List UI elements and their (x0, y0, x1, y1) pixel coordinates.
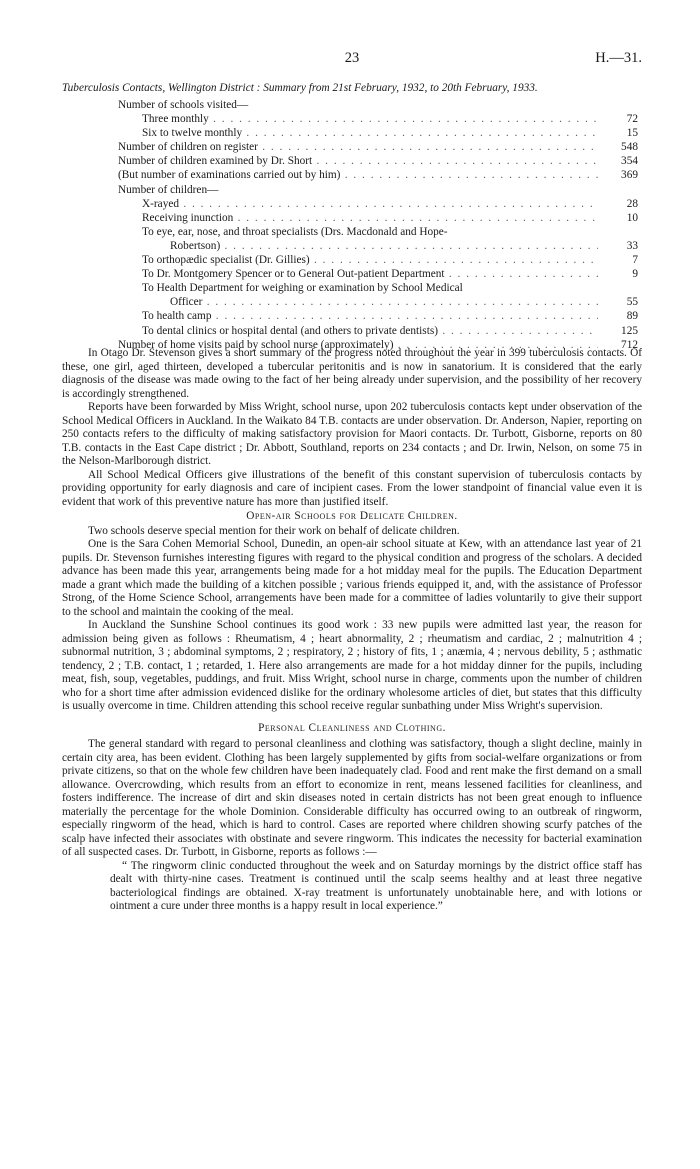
paragraph-reports: Reports have been forwarded by Miss Wright, school nurse, upon 202 tuberculosis contacts kept under observation of the School Medical Officers in Auckland. In the Waikato 84 T.B. contacts are under observation. Dr. Anderson, Napier, reporting on 250 contacts refers to the difficulty of making satisfactory provision for Maori contacts. Dr. Turbott, Gisborne, reports on 80 T.B. contacts in the East Cape district ; Dr. Abbott, Southland, reports on 234 contacts ; and Dr. Irwin, Nelson, on some 75 in the Nelson-Marlborough district. (62, 401, 642, 467)
stat-label: Number of children examined by Dr. Short . . . (118, 154, 598, 168)
stat-row (118, 281, 638, 295)
stat-value: 28 (626, 197, 638, 210)
stat-label: Number of home visits paid by school nurse (approximately) . . . (118, 338, 598, 352)
paragraph-school-medical-officers: All School Medical Officers give illustrations of the benefit of this constant supervision of tuberculosis contacts by providing opportunity for early diagnosis and care of incipient cases. From the lower standpoint of financial value even it is evident that work of this preventive nature has more than justified itself. (62, 468, 642, 508)
stat-row (118, 183, 638, 197)
quote-ringworm-clinic: “ The ringworm clinic conducted throughout the week and on Saturday mornings by the district office staff has dealt with thirty-nine cases. Treatment is continued until the scalp seems healthy and at least three negative bacteriological findings are obtained. X-ray treatment is unfortunately unobtainable here, and with lotions or ointment a cure under three months is a happy result in local experience.” (110, 859, 642, 912)
stat-label: To Dr. Montgomery Spencer or to General Out-patient Department . . . (118, 267, 598, 281)
stat-value: 369 (621, 169, 638, 182)
stat-label: Receiving inunction . . . (118, 211, 598, 225)
stat-label: Officer . . . (118, 295, 598, 309)
stat-label: To health camp . . . (118, 309, 598, 323)
stat-label: To Health Department for weighing or examination by School Medical (142, 282, 463, 295)
stat-label: Number of children on register . . . (118, 140, 598, 154)
stat-value: 10 (626, 211, 638, 224)
stat-value: 354 (621, 155, 638, 168)
stat-row (118, 239, 638, 253)
heading-personal-cleanliness: Personal Cleanliness and Clothing. (258, 721, 446, 734)
stat-label: Three monthly . . . (118, 112, 598, 126)
stat-row (118, 211, 638, 225)
stat-row (118, 267, 638, 281)
paragraph-two-schools: Two schools deserve special mention for their work on behalf of delicate children. (88, 524, 460, 537)
stat-row (118, 112, 638, 126)
stat-value: 712 (621, 338, 638, 351)
body-text (62, 347, 642, 914)
stat-value: 72 (626, 113, 638, 126)
stat-label: Six to twelve monthly . . . (118, 126, 598, 140)
stat-value: 89 (626, 310, 638, 323)
stat-row (118, 309, 638, 323)
stat-label: To dental clinics or hospital dental (and others to private dentists) . . . (118, 324, 598, 338)
stat-label: Number of schools visited— (118, 99, 249, 111)
stat-value: 55 (626, 296, 638, 309)
paragraph-general-standard: The general standard with regard to personal cleanliness and clothing was satisfactory, though a slight decline, mainly in certain city area, has been evident. Clothing has been largely supplemented by gifts from social-welfare organizations or from private citizens, so that on the whole few children have been inadequately clad. Food and rent make the first demand on a small allowance. Overcrowding, which results from an effort to economize in rent, means lessened facilities for cleanliness, and fosters indifference. The increase of dirt and skin diseases noted in certain districts has not been great enough to influence materially the percentage for the whole Dominion. Considerable difficulty has occurred owing to an outbreak of ringworm, especially ringworm of the head, which is hard to control. Cases are reported where children showing scurfy patches of the scalp have infected their associates with obstinate and severe ringworm. This indicates the necessity for bacterial examination of all suspected cases. Dr. Turbott, in Gisborne, reports as follows :— (62, 738, 642, 858)
summary-title: Tuberculosis Contacts, Wellington District : Summary from 21st February, 1932, to 20th February, 1933. (62, 82, 538, 94)
stat-label: Robertson) . . . (118, 239, 598, 253)
page-header (62, 50, 642, 70)
stat-row (118, 324, 638, 338)
stat-value: 7 (632, 254, 638, 267)
stat-value: 548 (621, 141, 638, 154)
stat-row (118, 295, 638, 309)
paragraph-otago: In Otago Dr. Stevenson gives a short summary of the progress noted throughout the year in 399 tuberculosis contacts. Of these, one girl, aged thirteen, developed a tubercular peritonitis and is now in sanatorium. It is considered that the early diagnosis of the disease was made owing to the fact of her being already under supervision, and the possibility of her recovery is accordingly strengthened. (62, 347, 642, 400)
stat-row (118, 140, 638, 154)
heading-open-air-schools: Open-air Schools for Delicate Children. (246, 510, 458, 522)
paragraph-sunshine-school: In Auckland the Sunshine School continues its good work : 33 new pupils were admitted last year, the reason for admission being given as follows : Rheumatism, 4 ; heart abnormality, 2 ; rheumatism and cardiac, 2 ; malnutrition 4 ; subnormal nutrition, 3 ; abdominal symptoms, 2 ; respiratory, 2 ; history of fits, 1 ; anæmia, 4 ; nervous debility, 5 ; asthmatic tendency, 2 ; T.B. contact, 1 ; retarded, 1. Here also arrangements are made for a hot midday dinner for the pupils, including meat, fish, soup, vegetables, puddings, and fruit. Miss Wright, school nurse in charge, comments upon the number of children who for a short time after admission evidenced dislike for the ordinary wholesome articles of diet, but states that this difficulty is usually overcome in time. Children attending this school receive regular sunbathing under Miss Wright's supervision. (62, 619, 642, 712)
stat-label: X-rayed . . . (118, 197, 598, 211)
paragraph-sara-cohen-school: One is the Sara Cohen Memorial School, Dunedin, an open-air school situate at Kew, with an attendance last year of 21 pupils. Dr. Stevenson furnishes interesting figures with regard to the physical condition and progress of the scholars. A decided advance has been made this year, arrangements being made for a hot midday meal for the pupils. The Education Department made a grant which made the building of a kitchen possible ; various friends equipped it, and, with the assistance of Professor Strong, of the Home Science School, arrangements have been made for a committee of ladies voluntarily to give their support to the school and maintain the cooking of the meal. (62, 538, 642, 618)
stat-label: Number of children— (118, 183, 219, 196)
stat-row (118, 154, 638, 168)
stat-row (118, 126, 638, 140)
stat-row (118, 253, 638, 267)
document-reference: H.—31. (595, 50, 642, 66)
stat-value: 33 (626, 239, 638, 252)
stat-value: 15 (626, 127, 638, 140)
summary-stats-list (118, 98, 638, 352)
stat-label: To orthopædic specialist (Dr. Gillies) . . . (118, 253, 598, 267)
stat-row (118, 98, 638, 112)
stat-value: 9 (632, 268, 638, 281)
stat-label: (But number of examinations carried out by him) . . . (118, 168, 598, 182)
stat-row (118, 225, 638, 239)
stat-label: To eye, ear, nose, and throat specialists (Drs. Macdonald and Hope- (142, 225, 448, 238)
stat-row (118, 197, 638, 211)
stat-value: 125 (621, 324, 638, 337)
page-number: 23 (344, 50, 360, 66)
stat-row (118, 168, 638, 182)
